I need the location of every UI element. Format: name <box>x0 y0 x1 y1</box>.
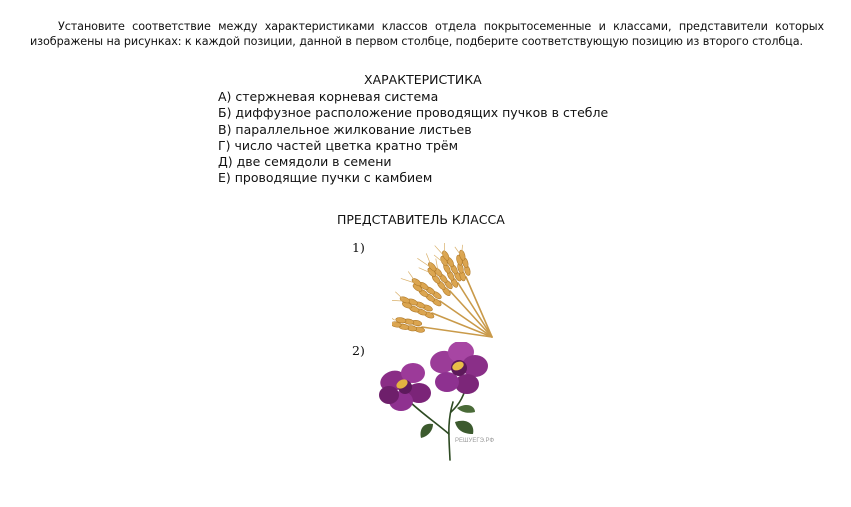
representative-number-2: 2) <box>352 343 365 358</box>
leaf-right <box>455 421 473 434</box>
purple-flower-image <box>375 342 505 462</box>
characteristic-item-d: Д) две семядоли в семени <box>218 154 392 170</box>
wheat-ears-image <box>392 243 500 343</box>
watermark: РЕШУЕГЭ.РФ <box>455 438 495 444</box>
characteristic-item-a: А) стержневая корневая система <box>218 89 439 104</box>
leaf-right-small <box>457 405 475 413</box>
characteristics-heading: ХАРАКТЕРИСТИКА <box>364 72 482 87</box>
characteristics-list <box>218 89 608 187</box>
characteristic-item-g: Г) число частей цветка кратно трём <box>218 137 459 153</box>
representative-number-1: 1) <box>352 240 365 255</box>
representatives-heading: ПРЕДСТАВИТЕЛЬ КЛАССА <box>337 212 505 227</box>
characteristic-item-v: В) параллельное жилкование листьев <box>218 121 472 137</box>
characteristic-item-b: Б) диффузное расположение проводящих пучков в стебле <box>218 105 609 121</box>
leaf-left <box>421 424 434 438</box>
characteristic-item-e: Е) проводящие пучки с камбием <box>218 170 433 186</box>
task-text: Установите соответствие между характеристиками классов отдела покрытосеменные и классами, представители которых изображены на рисунках: к каждой позиции, данной в первом столбце, подберите соответствующую позицию из второго столбца. <box>30 20 824 48</box>
